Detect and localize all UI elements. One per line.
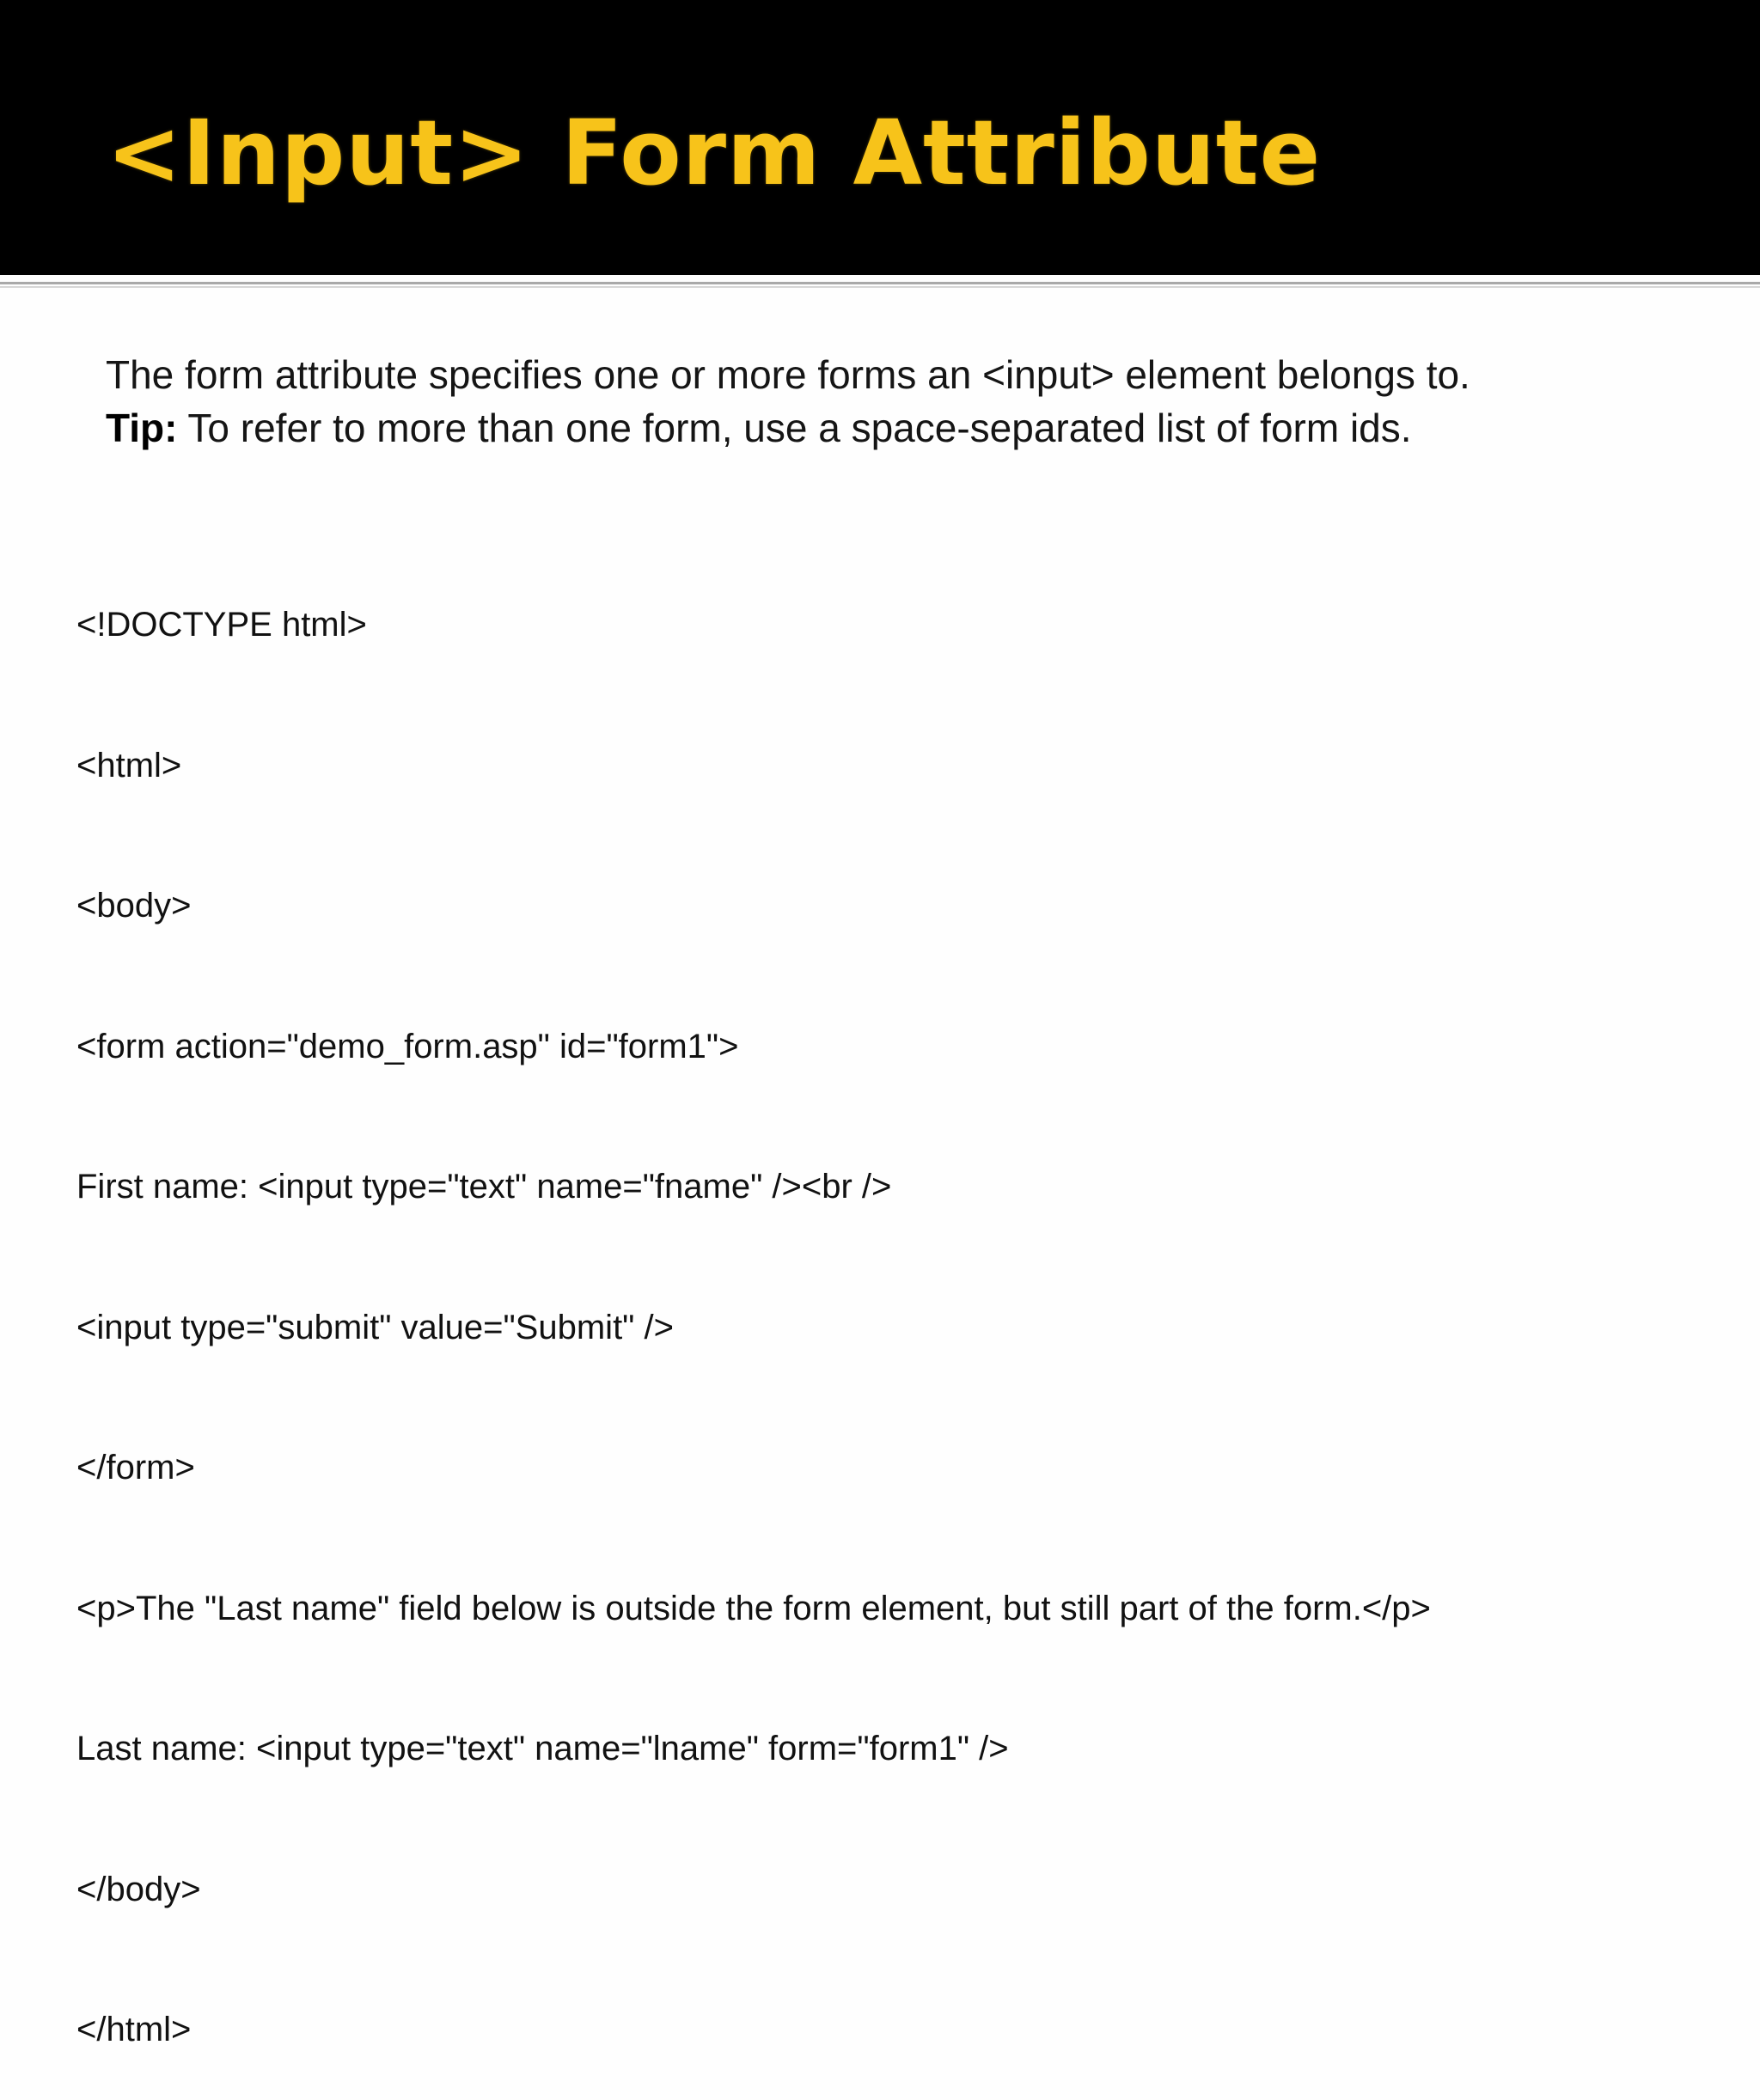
code-sample [76, 508, 1709, 2100]
code-line: <form action="demo_form.asp" id="form1"> [76, 1027, 739, 1065]
code-line: </form> [76, 1449, 195, 1486]
tip-label: Tip: [106, 406, 178, 450]
code-line: <input type="submit" value="Submit" /> [76, 1308, 674, 1346]
code-line: <html> [76, 746, 182, 784]
code-line: Last name: <input type="text" name="lname" form="form1" /> [76, 1730, 1009, 1767]
code-line: <body> [76, 887, 192, 925]
tip-text: To refer to more than one form, use a space-separated list of form ids. [177, 406, 1412, 450]
code-line: <!DOCTYPE html> [76, 606, 367, 644]
tip-line [106, 401, 1721, 455]
title-divider-shadow [0, 286, 1760, 288]
title-bar [0, 0, 1760, 275]
slide-title: <Input> Form Attribute [107, 101, 1322, 205]
code-line: First name: <input type="text" name="fname" /><br /> [76, 1168, 892, 1206]
code-line: </body> [76, 1870, 201, 1908]
code-line: <p>The "Last name" field below is outside the form element, but still part of the form.</p> [76, 1589, 1431, 1627]
title-divider-line [0, 282, 1760, 284]
code-line: </html> [76, 2011, 192, 2048]
intro-line: The form attribute specifies one or more forms an <input> element belongs to. [106, 352, 1470, 397]
intro-text [106, 348, 1721, 455]
